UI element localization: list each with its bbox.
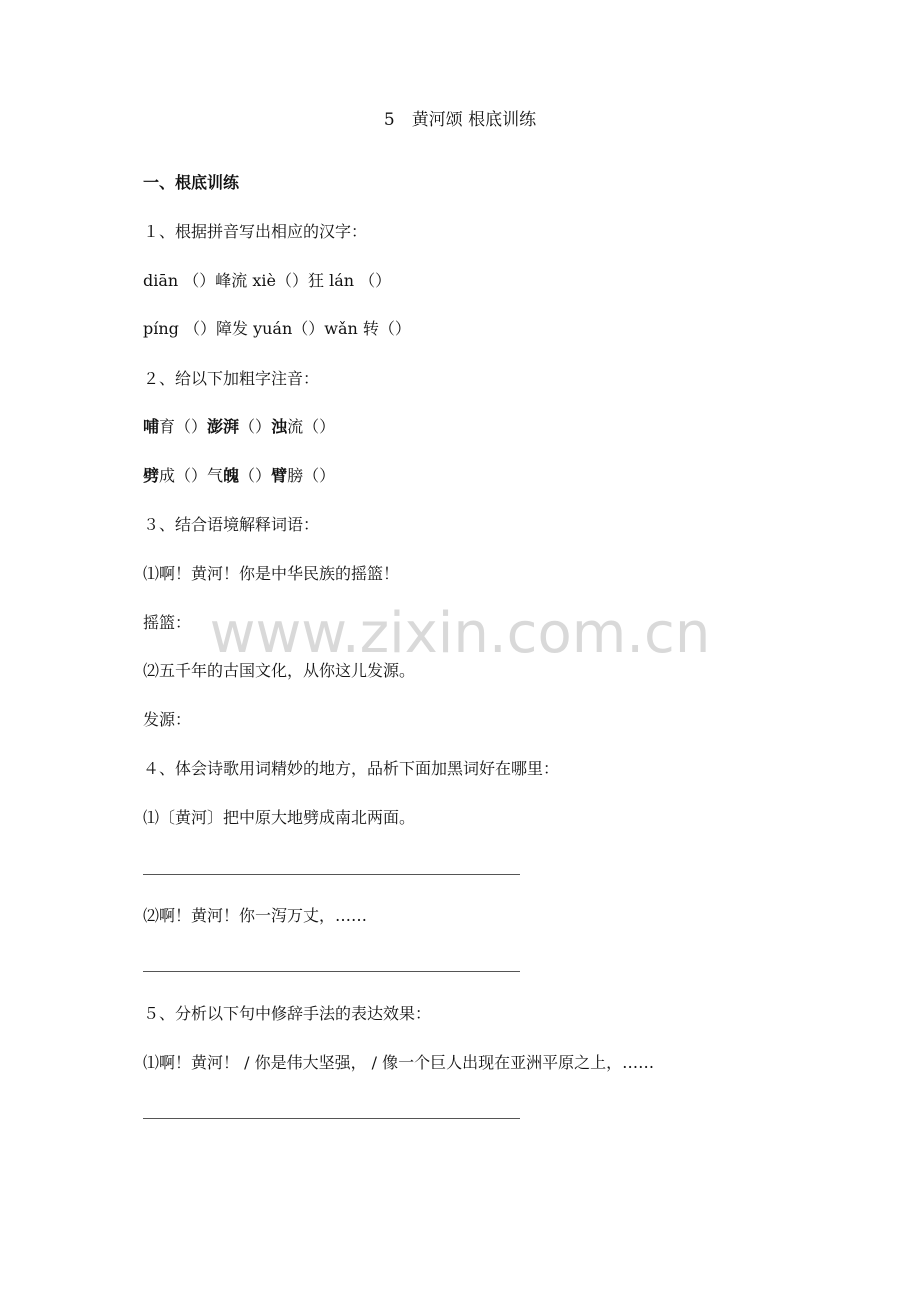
char-suffix: （）	[239, 417, 272, 436]
bold-char: 魄	[223, 466, 240, 485]
char-suffix: 流（）	[287, 417, 336, 436]
question-2-prompt: ２、给以下加粗字注音：	[143, 369, 320, 388]
answer-label-yaolan: 摇篮：	[143, 613, 192, 632]
phonetic-row-2	[143, 465, 335, 487]
pinyin-line-1: diān （）峰流 xiè（）狂 lán （）	[143, 271, 392, 290]
answer-line	[143, 1118, 520, 1119]
bold-char: 哺	[143, 417, 160, 436]
bold-char: 澎湃	[207, 417, 240, 436]
question-4-prompt: ４、体会诗歌用词精妙的地方，品析下面加黑词好在哪里：	[143, 759, 560, 778]
char-suffix: （）	[239, 466, 272, 485]
answer-line	[143, 971, 520, 972]
answer-label-fayuan: 发源：	[143, 710, 192, 729]
document-title: 5 黄河颂 根底训练	[383, 110, 537, 130]
phonetic-row-1	[143, 416, 335, 438]
bold-char: 臂	[271, 466, 288, 485]
question-3-sentence-2: ⑵五千年的古国文化，从你这儿发源。	[143, 661, 416, 680]
question-5-prompt: ５、分析以下句中修辞手法的表达效果：	[143, 1004, 432, 1023]
question-3-sentence-1: ⑴啊！黄河！你是中华民族的摇篮！	[143, 564, 400, 583]
question-1-prompt: １、根据拼音写出相应的汉字：	[143, 222, 368, 241]
char-suffix: 成（）气	[159, 466, 224, 485]
question-5-sentence-1: ⑴啊！黄河！ / 你是伟大坚强， / 像一个巨人出现在亚洲平原之上，……	[143, 1053, 655, 1072]
bold-char: 浊	[271, 417, 288, 436]
question-4-sentence-2: ⑵啊！黄河！你一泻万丈，……	[143, 906, 368, 925]
watermark: www.zixin.com.cn	[209, 601, 711, 666]
pinyin-line-2: píng （）障发 yuán（）wǎn 转（）	[143, 319, 411, 338]
char-suffix: 膀（）	[287, 466, 336, 485]
bold-char: 劈	[143, 466, 160, 485]
question-3-prompt: ３、结合语境解释词语：	[143, 515, 320, 534]
section-heading: 一、根底训练	[143, 173, 240, 192]
answer-line	[143, 874, 520, 875]
question-4-sentence-1: ⑴〔黄河〕把中原大地劈成南北两面。	[143, 808, 416, 827]
char-suffix: 育（）	[159, 417, 208, 436]
